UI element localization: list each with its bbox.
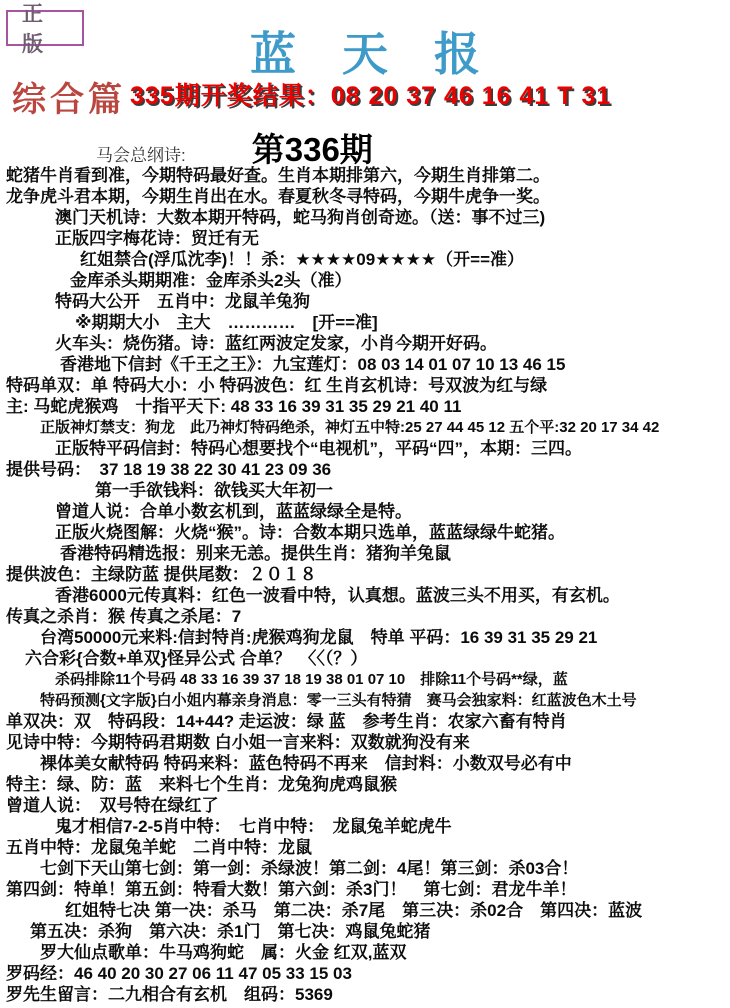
text-line: 罗大仙点歌单：牛马鸡狗蛇 属：火金 红双,蓝双 bbox=[40, 943, 407, 962]
text-line: 裸体美女献特码 特码来料：蓝色特码不再来 信封料：小数双号必有中 bbox=[40, 754, 572, 773]
text-line: 主: 马蛇虎猴鸡 十指平天下: 48 33 16 39 31 35 29 21 40 11 bbox=[6, 397, 462, 416]
text-line: 正版特平码信封：特码心想要找个“电视机”，平码“四”，本期：三四。 bbox=[55, 439, 582, 458]
text-line: 龙争虎斗君本期，今期生肖出在水。春夏秋冬寻特码，今期牛虎争一奖。 bbox=[6, 187, 550, 206]
text-line: 台湾50000元来料:信封特肖:虎猴鸡狗龙鼠 特单 平码：16 39 31 35 29 21 bbox=[40, 628, 598, 647]
text-line: 特码大公开 五肖中：龙鼠羊兔狗 bbox=[55, 292, 310, 311]
text-line: 传真之杀肖：猴 传真之杀尾：7 bbox=[6, 607, 242, 626]
tips-content bbox=[0, 165, 730, 1005]
text-line: 罗码经：46 40 20 30 27 06 11 47 05 33 15 03 bbox=[6, 964, 352, 983]
text-line: 第四剑：特单！第五剑：特看大数！第六剑：杀3门！ 第七剑：君龙牛羊！ bbox=[6, 880, 577, 899]
text-line: 曾道人说：合单小数玄机到，蓝蓝绿绿全是特。 bbox=[55, 502, 412, 521]
text-line: 金库杀头期期准：金库杀头2头（准） bbox=[70, 271, 352, 290]
text-line: 见诗中特：今期特码君期数 白小姐一言来料：双数就狗没有来 bbox=[6, 733, 470, 752]
text-line: 香港6000元传真料：红色一波看中特，认真想。蓝波三头不用买，有玄机。 bbox=[55, 586, 620, 605]
paper-title: 蓝天报 bbox=[250, 28, 526, 80]
poem-label: 马会总纲诗: bbox=[96, 146, 186, 165]
text-line: 曾道人说： 双号特在绿红了 bbox=[6, 796, 219, 815]
previous-draw-result: 335期开奖结果：08 20 37 46 16 41 T 31 bbox=[130, 82, 612, 110]
issue-row bbox=[0, 130, 730, 168]
text-line: 澳门天机诗：大数本期开特码，蛇马狗肖创奇迹。（送：事不过三) bbox=[55, 208, 546, 227]
text-line: 正版神灯禁支：狗龙 此乃神灯特码绝杀，神灯五中特:25 27 44 45 12 五个平:32 20 17 34 42 bbox=[40, 419, 660, 436]
text-line: 七剑下天山第七剑：第一剑：杀绿波！第二剑：4尾！第三剑：杀03合！ bbox=[40, 859, 579, 878]
text-line: 单双决：双 特码段：14+44? 走运波：绿 蓝 参考生肖：农家六畜有特肖 bbox=[6, 712, 567, 731]
text-line: 红姐禁合(浮瓜沈李)！！杀：★★★★09★★★★（开==准） bbox=[80, 250, 525, 269]
text-line: 罗先生留言：二九相合有玄机 组码：5369 bbox=[6, 985, 333, 1004]
text-line: 第一手欲钱料：欲钱买大年初一 bbox=[95, 481, 333, 500]
text-line: 五肖中特：龙鼠兔羊蛇 二肖中特：龙鼠 bbox=[6, 838, 312, 857]
text-line: ※期期大小 主大 ………… [开==准] bbox=[75, 313, 378, 332]
text-line: 提供号码： 37 18 19 38 22 30 41 23 09 36 bbox=[6, 460, 332, 479]
text-line: 特主：绿、防：蓝 来料七个生肖：龙兔狗虎鸡鼠猴 bbox=[6, 775, 397, 794]
text-line: 正版火烧图解：火烧“猴”。诗：合数本期只选单，蓝蓝绿绿牛蛇猪。 bbox=[55, 523, 565, 542]
text-line: 特码单双：单 特码大小：小 特码波色：红 生肖玄机诗：号双波为红与绿 bbox=[6, 376, 548, 395]
text-line: 红姐特七决 第一决：杀马 第二决：杀7尾 第三决：杀02合 第四决：蓝波 bbox=[65, 901, 643, 920]
text-line: 蛇猪牛肖看到准，今期特码最好查。生肖本期排第六，今期生肖排第二。 bbox=[6, 166, 550, 185]
section-tag: 综合篇 bbox=[12, 81, 126, 119]
text-line: 火车头：烧伤猪。诗：蓝红两波定发家，小肖今期开好码。 bbox=[55, 334, 497, 353]
issue-title: 第336期 bbox=[251, 131, 373, 168]
text-line: 香港地下信封《千王之王》：九宝莲灯：08 03 14 01 07 10 13 46 15 bbox=[60, 355, 566, 374]
text-line: 特码预测{文字版}白小姐内幕亲身消息：零一三头有特猜 赛马会独家料：红蓝波色木土号 bbox=[40, 692, 637, 709]
text-line: 鬼才相信7-2-5肖中特： 七肖中特： 龙鼠兔羊蛇虎牛 bbox=[55, 817, 452, 836]
text-line: 正版四字梅花诗：贸迁有无 bbox=[55, 229, 259, 248]
text-line: 杀码排除11个号码 48 33 16 39 37 18 19 38 01 07 10 排除11个号码**绿，蓝 bbox=[55, 671, 568, 688]
text-line: 提供波色：主绿防蓝 提供尾数：２０１８ bbox=[6, 565, 317, 584]
edition-badge: 正版 bbox=[6, 10, 84, 46]
text-line: 六合彩{合数+单双}怪异公式 合单？ 〈〈（？） bbox=[25, 649, 368, 668]
text-line: 第五决：杀狗 第六决：杀1门 第七决：鸡鼠兔蛇猪 bbox=[30, 922, 431, 941]
text-line: 香港特码精选报：别来无恙。提供生肖：猪狗羊兔鼠 bbox=[60, 544, 451, 563]
